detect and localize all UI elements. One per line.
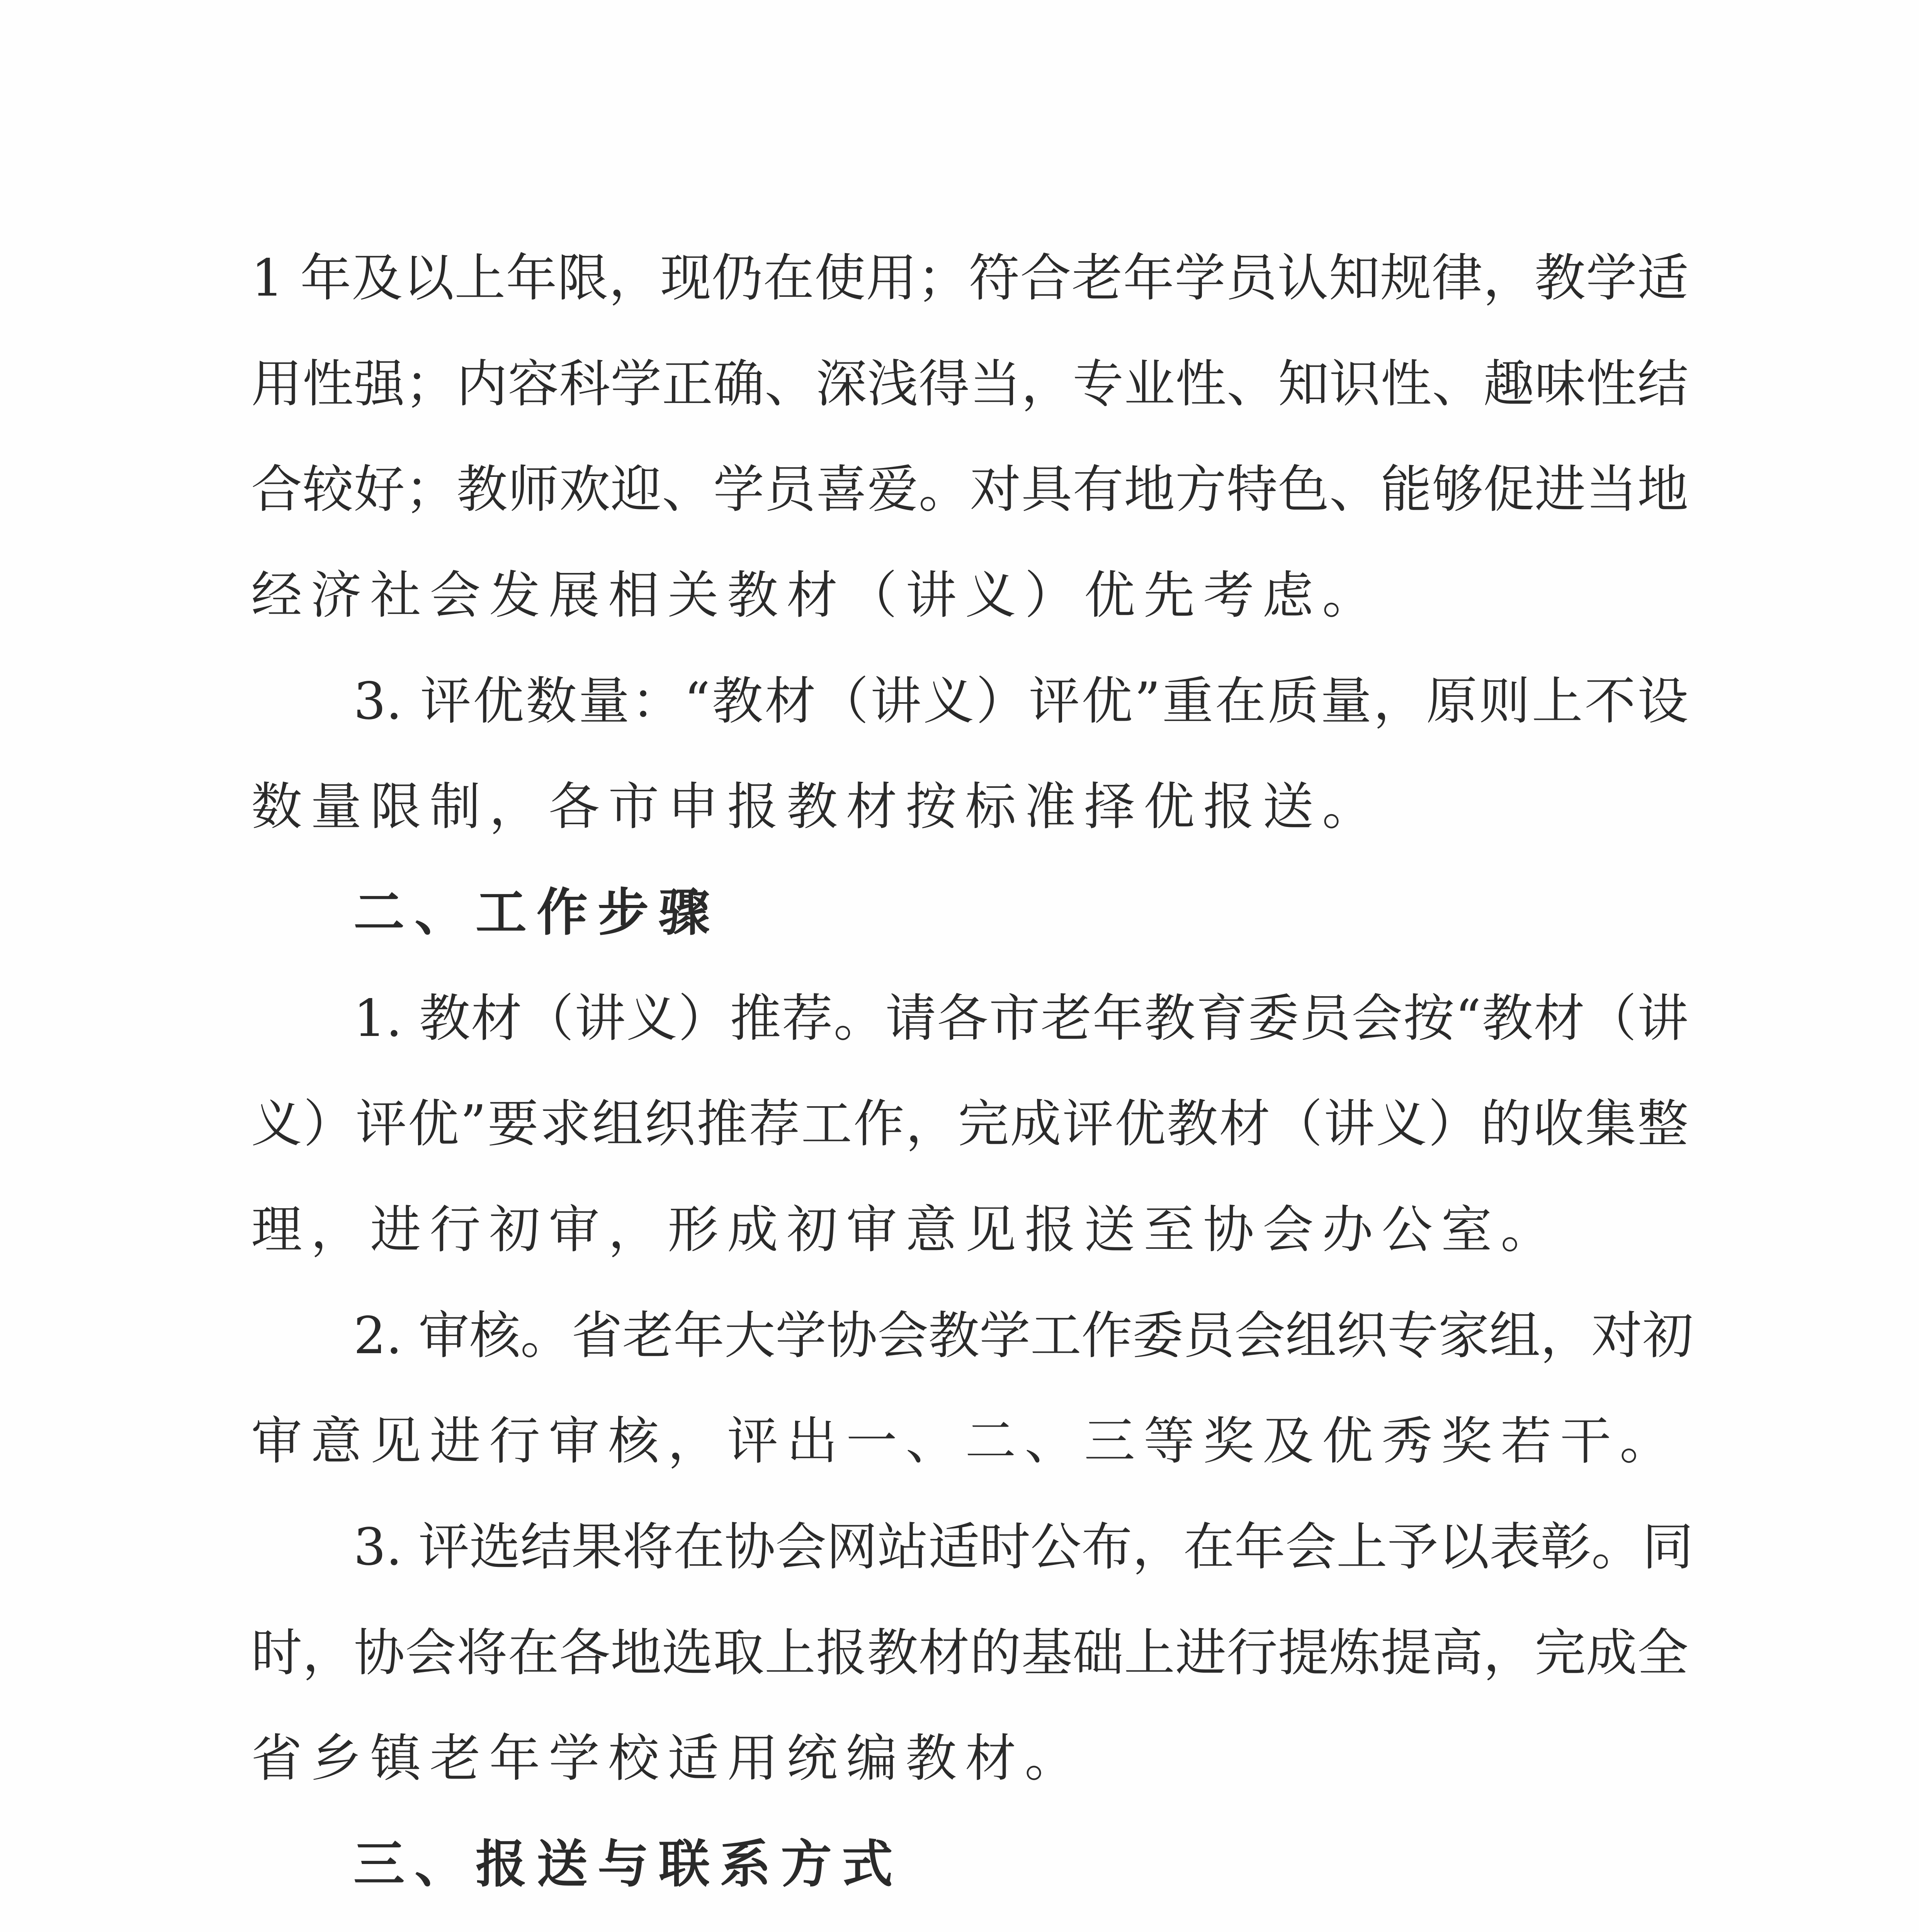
body-line: 2. 审核。省老年大学协会教学工作委员会组织专家组，对初 (354, 1306, 1693, 1366)
body-line: 3. 评选结果将在协会网站适时公布，在年会上予以表彰。同 (354, 1517, 1693, 1577)
section-heading-work-steps: 二、工作步骤 (354, 883, 720, 942)
body-line: 数量限制，各市申报教材按标准择优报送。 (251, 777, 1382, 837)
body-line: 经济社会发展相关教材（讲义）优先考虑。 (251, 566, 1382, 625)
body-line: 用性强；内容科学正确、深浅得当，专业性、知识性、趣味性结 (251, 354, 1688, 414)
body-line: 合较好；教师欢迎、学员喜爱。对具有地方特色、能够促进当地 (251, 460, 1688, 519)
body-line: 时，协会将在各地选取上报教材的基础上进行提炼提高，完成全 (251, 1623, 1688, 1683)
body-line: 3. 评优数量：“教材（讲义）评优”重在质量，原则上不设 (354, 672, 1688, 731)
section-heading-submission-contact: 三、报送与联系方式 (354, 1835, 903, 1894)
body-line: 审意见进行审核，评出一、二、三等奖及优秀奖若干。 (251, 1412, 1679, 1471)
body-line: 1 年及以上年限，现仍在使用；符合老年学员认知规律，教学适 (251, 248, 1688, 308)
body-line: 义）评优”要求组织推荐工作，完成评优教材（讲义）的收集整 (251, 1094, 1688, 1154)
body-line: 1. 教材（讲义）推荐。请各市老年教育委员会按“教材（讲 (354, 989, 1688, 1048)
body-line: 理，进行初审，形成初审意见报送至协会办公室。 (251, 1200, 1560, 1260)
body-line: 省乡镇老年学校适用统编教材。 (251, 1729, 1084, 1788)
